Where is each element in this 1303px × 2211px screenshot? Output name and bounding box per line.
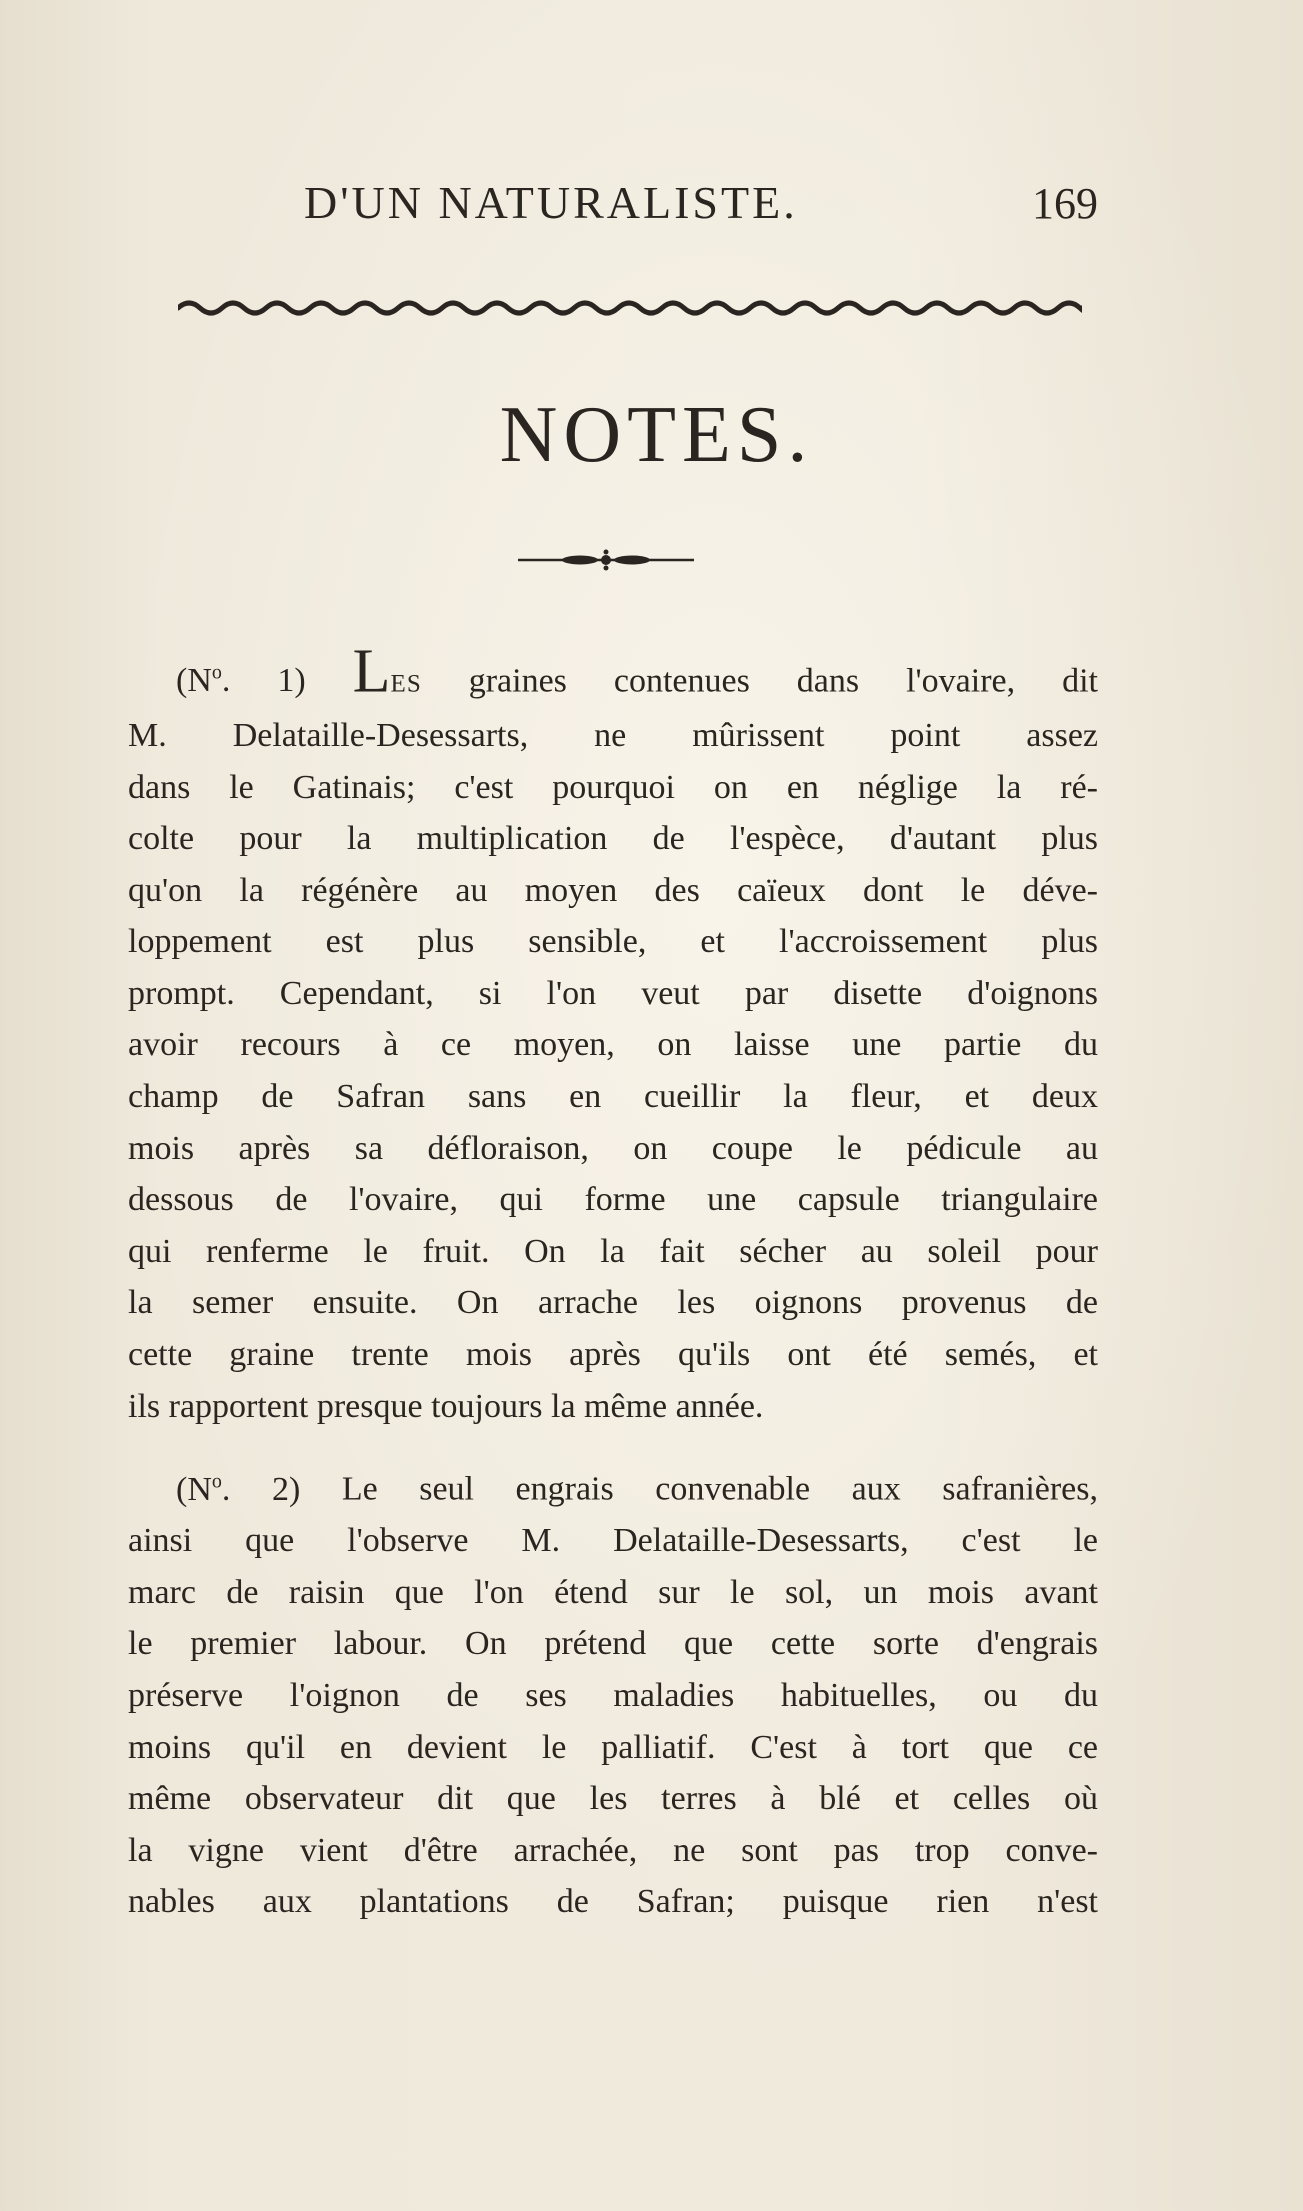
note-1-line: qui renferme le fruit. On la fait sécher au soleil pour (128, 1232, 1098, 1270)
note-2-line: ainsi que l'observe M. Delataille-Desessarts, c'est le (128, 1522, 1098, 1560)
wavy-ornament-rule (178, 296, 1082, 320)
note-1-marker-open: (N (176, 662, 212, 700)
note-1-line: champ de Safran sans en cueillir la fleur, et deux (128, 1078, 1098, 1116)
note-2 (128, 1456, 1098, 1928)
note-1-line (128, 637, 1098, 710)
page-number: 169 (1032, 179, 1098, 228)
note-2-marker-close: . 2) (221, 1470, 342, 1508)
note-2-line: le premier labour. On prétend que cette sorte d'engrais (128, 1625, 1098, 1663)
running-title: D'UN NATURALISTE. (304, 177, 798, 228)
note-1-line: ils rapportent presque toujours la même année. (128, 1387, 764, 1425)
note-1-line: colte pour la multiplication de l'espèce, d'autant plus (128, 820, 1098, 858)
note-1-line: dessous de l'ovaire, qui forme une capsule triangulaire (128, 1181, 1098, 1219)
note-2-line: marc de raisin que l'on étend sur le sol, un mois avant (128, 1573, 1098, 1611)
note-2-line: moins qu'il en devient le palliatif. C'est à tort que ce (128, 1728, 1098, 1766)
fleuron-ornament (518, 548, 694, 572)
note-2-line: préserve l'oignon de ses maladies habituelles, ou du (128, 1676, 1098, 1714)
running-head (128, 176, 1098, 236)
notes-body (128, 637, 1098, 1928)
note-1-marker (176, 662, 353, 699)
note-1-line: dans le Gatinais; c'est pourquoi on en néglige la ré- (128, 768, 1098, 806)
note-1-line: prompt. Cependant, si l'on veut par disette d'oignons (128, 974, 1098, 1012)
dropcap-letter: L (352, 637, 391, 706)
note-2-marker-sup: o (211, 1470, 222, 1493)
note-2-marker (176, 1471, 342, 1508)
note-1-line: avoir recours à ce moyen, on laisse une partie du (128, 1026, 1098, 1064)
smallcaps-text: ES (390, 670, 422, 698)
note-1-line-text: graines contenues dans l'ovaire, dit (421, 662, 1098, 700)
note-1-line: cette graine trente mois après qu'ils ont été semés, et (128, 1336, 1098, 1374)
note-2-line: la vigne vient d'être arrachée, ne sont pas trop conve- (128, 1831, 1098, 1869)
note-2-line (128, 1456, 1098, 1515)
note-1 (128, 637, 1098, 1432)
note-1-line: qu'on la régénère au moyen des caïeux dont le déve- (128, 871, 1098, 909)
note-2-marker-open: (N (176, 1470, 212, 1508)
note-1-marker-sup: o (211, 662, 222, 684)
note-1-line: M. Delataille-Desessarts, ne mûrissent point assez (128, 716, 1098, 754)
note-1-line: loppement est plus sensible, et l'accroissement plus (128, 923, 1098, 961)
note-1-line: la semer ensuite. On arrache les oignons provenus de (128, 1284, 1098, 1322)
note-2-line: même observateur dit que les terres à blé et celles où (128, 1780, 1098, 1818)
note-1-marker-close: . 1) (221, 662, 353, 700)
notes-heading: NOTES. (499, 391, 814, 479)
note-1-line: mois après sa défloraison, on coupe le pédicule au (128, 1129, 1098, 1167)
note-2-line-text: Le seul engrais convenable aux safranières, (341, 1470, 1098, 1508)
note-2-line: nables aux plantations de Safran; puisque rien n'est (128, 1883, 1098, 1921)
